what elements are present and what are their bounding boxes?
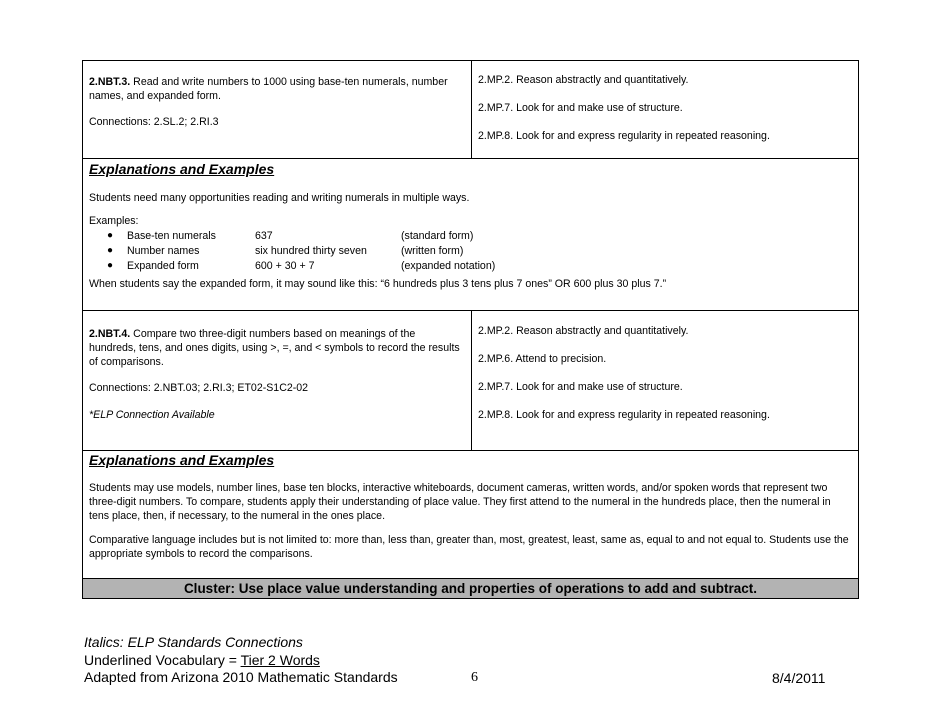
list-item: ● Number names six hundred thirty seven (written form) xyxy=(89,243,852,258)
cluster-row xyxy=(83,579,858,598)
explanations-row-1 xyxy=(83,159,858,311)
explanations-cell xyxy=(83,451,858,578)
explanation-paragraph: Comparative language includes but is not limited to: more than, less than, greater than, most, greatest, least, same as, equal to and not equal to. Students use the appropriate symbols to record the comparisons. xyxy=(89,534,849,560)
closing-text: When students say the expanded form, it may sound like this: “6 hundreds plus 3 tens plus 7 ones” OR 600 plus 30 plus 7.” xyxy=(89,278,667,290)
practice-item: 2.MP.2. Reason abstractly and quantitatively. xyxy=(478,325,689,337)
standard-cell xyxy=(83,61,472,158)
footer-source: Adapted from Arizona 2010 Mathematic Standards xyxy=(84,669,398,685)
standard-row-nbt3 xyxy=(83,61,858,159)
section-heading: Explanations and Examples xyxy=(89,161,275,177)
practice-item: 2.MP.8. Look for and express regularity in repeated reasoning. xyxy=(478,130,770,142)
standard-cell xyxy=(83,311,472,450)
bullet-icon: ● xyxy=(107,244,114,256)
practices-cell xyxy=(472,311,858,450)
standard-text: 2.NBT.3. Read and write numbers to 1000 using base-ten numerals, number names, and expanded form. xyxy=(89,76,448,102)
practice-item: 2.MP.6. Attend to precision. xyxy=(478,353,607,365)
standard-row-nbt4 xyxy=(83,311,858,451)
practice-item: 2.MP.7. Look for and make use of structure. xyxy=(478,381,683,393)
underlined-vocab: Tier 2 Words xyxy=(240,652,320,668)
connections-text: Connections: 2.NBT.03; 2.RI.3; ET02-S1C2-02 xyxy=(89,382,309,394)
bullet-icon: ● xyxy=(107,229,114,241)
footer-vocabulary-note: Underlined Vocabulary = Tier 2 Words xyxy=(84,652,320,668)
practice-item: 2.MP.8. Look for and express regularity in repeated reasoning. xyxy=(478,409,770,421)
standard-text: 2.NBT.4. Compare two three-digit numbers based on meanings of the hundreds, tens, and ones digits, using >, =, and < symbols to record the results of comparisons. xyxy=(89,328,460,368)
cluster-heading: Cluster: Use place value understanding and properties of operations to add and subtract. xyxy=(83,579,858,598)
standard-code: 2.NBT.4. xyxy=(89,328,131,340)
connections-text: Connections: 2.SL.2; 2.RI.3 xyxy=(89,116,219,128)
elp-connection-text: *ELP Connection Available xyxy=(89,409,215,421)
intro-text: Students need many opportunities reading and writing numerals in multiple ways. xyxy=(89,192,470,204)
footer-italics-note: Italics: ELP Standards Connections xyxy=(84,634,303,650)
practices-cell xyxy=(472,61,858,158)
explanation-paragraph: Students may use models, number lines, base ten blocks, interactive whiteboards, document cameras, written words, and/or spoken words that represent two three-digit numbers. To compare, students apply their understanding of place value. They first attend to the numeral in the hundreds place, then the numeral in tens place, then, if necessary, to the numeral in the ones place. xyxy=(89,482,831,522)
page-number: 6 xyxy=(471,670,478,685)
standards-table xyxy=(82,60,859,599)
footer-date: 8/4/2011 xyxy=(772,670,826,686)
list-item: ● Base-ten numerals 637 (standard form) xyxy=(89,228,852,243)
bullet-icon: ● xyxy=(107,259,114,271)
explanations-cell xyxy=(83,159,858,310)
examples-list xyxy=(89,228,852,273)
section-heading: Explanations and Examples xyxy=(89,452,275,468)
standard-code: 2.NBT.3. xyxy=(89,76,131,88)
explanations-row-2 xyxy=(83,451,858,579)
examples-label: Examples: xyxy=(89,215,139,227)
list-item: ● Expanded form 600 + 30 + 7 (expanded notation) xyxy=(89,258,852,273)
practice-item: 2.MP.7. Look for and make use of structure. xyxy=(478,102,683,114)
practice-item: 2.MP.2. Reason abstractly and quantitatively. xyxy=(478,74,689,86)
